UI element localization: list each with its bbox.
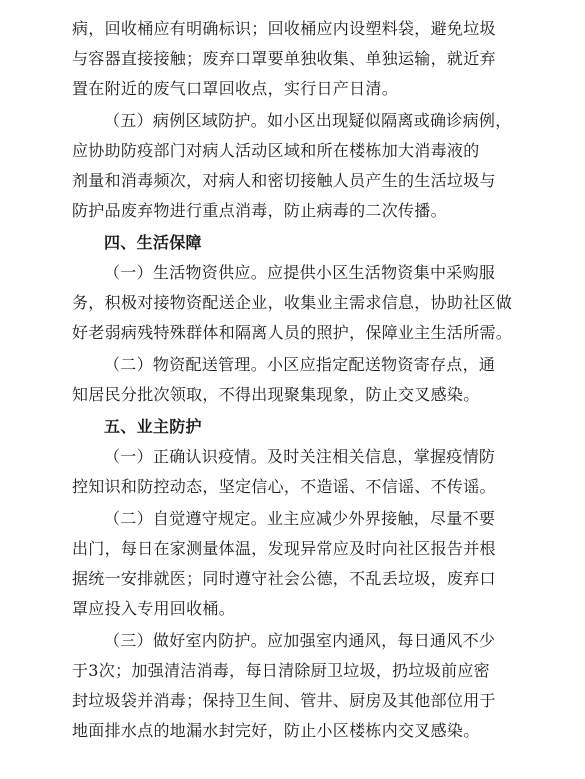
text-line: 出门，每日在家测量体温，发现异常应及时向社区报告并根 bbox=[72, 539, 496, 558]
text-line: 地面排水点的地漏水封完好，防止小区楼栋内交叉感染。 bbox=[72, 721, 480, 740]
text-line: （二）自觉遵守规定。业主应减少外界接触，尽量不要 bbox=[104, 509, 496, 528]
text-line: 病，回收桶应有明确标识；回收桶应内设塑料袋，避免垃圾 bbox=[72, 19, 496, 38]
text-line: 防护品废弃物进行重点消毒，防止病毒的二次传播。 bbox=[72, 201, 447, 220]
text-line: 于3次；加强清洁消毒，每日清除厨卫垃圾，扔垃圾前应密 bbox=[72, 661, 490, 680]
section-heading: 四、生活保障 bbox=[104, 233, 202, 252]
text-line: 剂量和消毒频次，对病人和密切接触人员产生的生活垃圾与 bbox=[72, 171, 496, 190]
text-line: 应协助防疫部门对病人活动区域和所在楼栋加大消毒液的 bbox=[72, 141, 480, 160]
text-line: （五）病例区域防护。如小区出现疑似隔离或确诊病例， bbox=[104, 111, 512, 130]
text-line: 封垃圾袋并消毒；保持卫生间、管井、厨房及其他部位用于 bbox=[72, 691, 496, 710]
text-line: （三）做好室内防护。应加强室内通风，每日通风不少 bbox=[104, 631, 496, 650]
text-line: 据统一安排就医；同时遵守社会公德，不乱丢垃圾，废弃口 bbox=[72, 569, 496, 588]
text-line: 罩应投入专用回收桶。 bbox=[72, 599, 236, 618]
text-line: （二）物资配送管理。小区应指定配送物资寄存点，通 bbox=[104, 355, 496, 374]
text-line: 务，积极对接物资配送企业，收集业主需求信息，协助社区做 bbox=[72, 293, 513, 312]
text-line: 置在附近的废气口罩回收点，实行日产日清。 bbox=[72, 79, 399, 98]
text-line: （一）生活物资供应。应提供小区生活物资集中采购服 bbox=[104, 263, 496, 282]
text-line: （一）正确认识疫情。及时关注相关信息，掌握疫情防 bbox=[104, 447, 496, 466]
text-line: 好老弱病残特殊群体和隔离人员的照护，保障业主生活所需。 bbox=[72, 323, 513, 342]
text-line: 知居民分批次领取，不得出现聚集现象，防止交叉感染。 bbox=[72, 385, 480, 404]
section-heading: 五、业主防护 bbox=[104, 417, 202, 436]
text-line: 控知识和防控动态，坚定信心，不造谣、不信谣、不传谣。 bbox=[72, 477, 496, 496]
text-line: 与容器直接接触；废弃口罩要单独收集、单独运输，就近弃 bbox=[72, 49, 496, 68]
